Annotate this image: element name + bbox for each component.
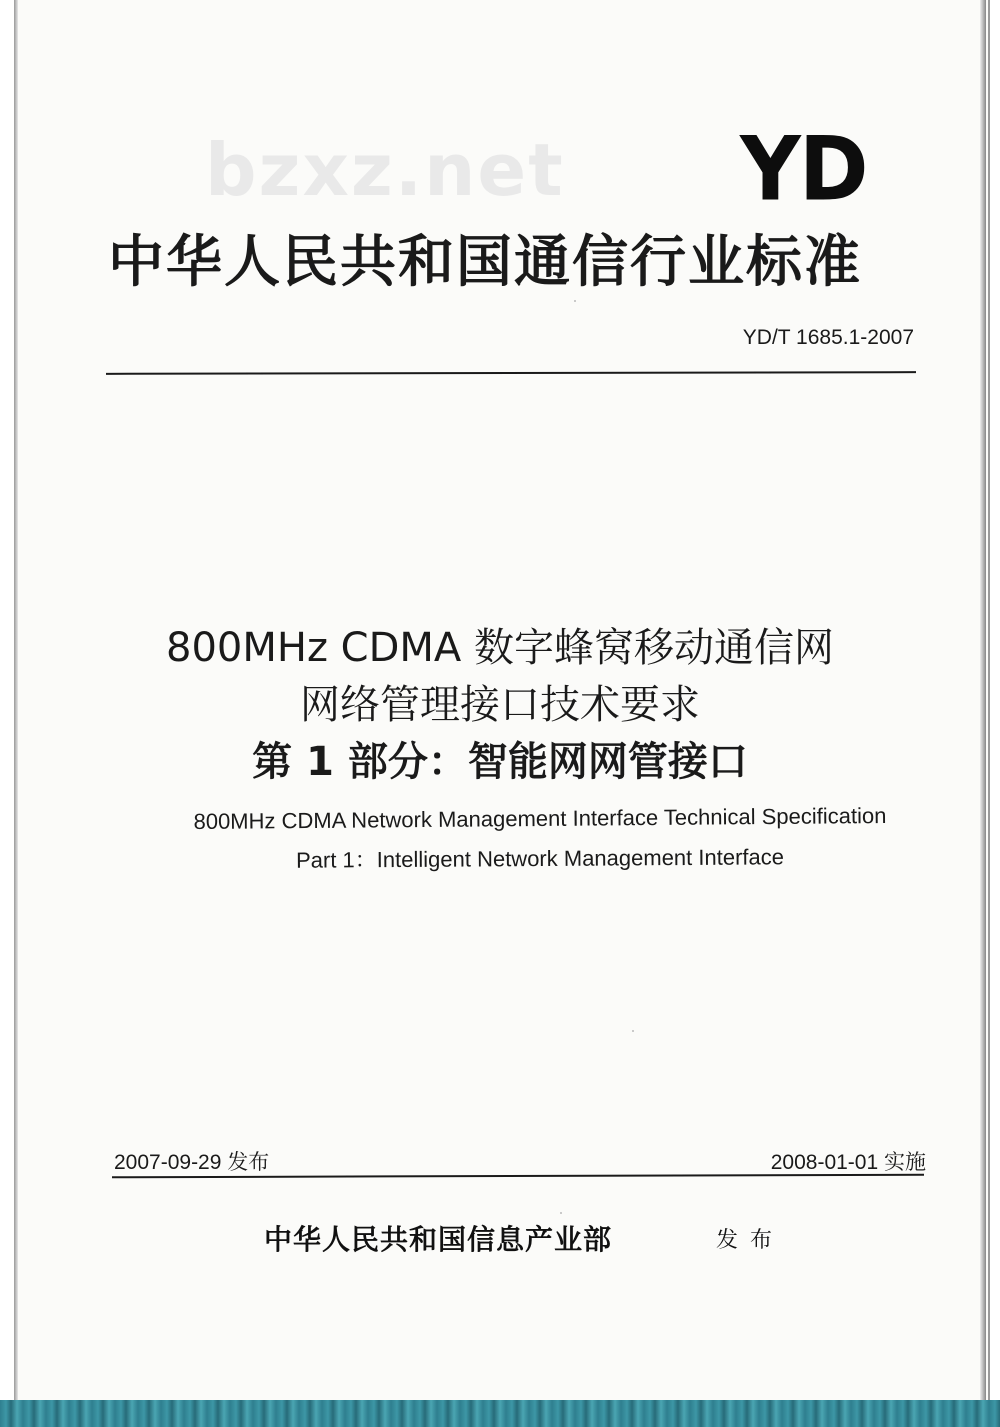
scan-bottom-strip (0, 1400, 1000, 1427)
watermark: bzxz.net (205, 128, 565, 212)
issue-date: 2007-09-29 发布 (114, 1151, 270, 1174)
title-cn-line3: 第 1 部分：智能网网管接口 (252, 739, 748, 785)
title-cn-line1: 800MHz CDMA 数字蜂窝移动通信网 (166, 625, 834, 671)
title-cn-line2: 网络管理接口技术要求 (300, 682, 700, 728)
title-en-line1: 800MHz CDMA Network Management Interface Technical Specification (193, 802, 887, 835)
title-en-line2: Part 1：Intelligent Network Management Interface (295, 844, 785, 873)
publish-label: 发布 (716, 1228, 785, 1253)
publisher: 中华人民共和国信息产业部 (264, 1223, 613, 1256)
standard-title: 中华人民共和国通信行业标准 (108, 230, 862, 295)
yd-logo: YD (740, 117, 867, 221)
scan-speck (560, 1212, 562, 1214)
scan-speck (574, 300, 576, 302)
implementation-date: 2008-01-01 实施 (770, 1151, 926, 1174)
standard-number: YD/T 1685.1-2007 (742, 326, 914, 349)
scan-speck (632, 1030, 634, 1032)
